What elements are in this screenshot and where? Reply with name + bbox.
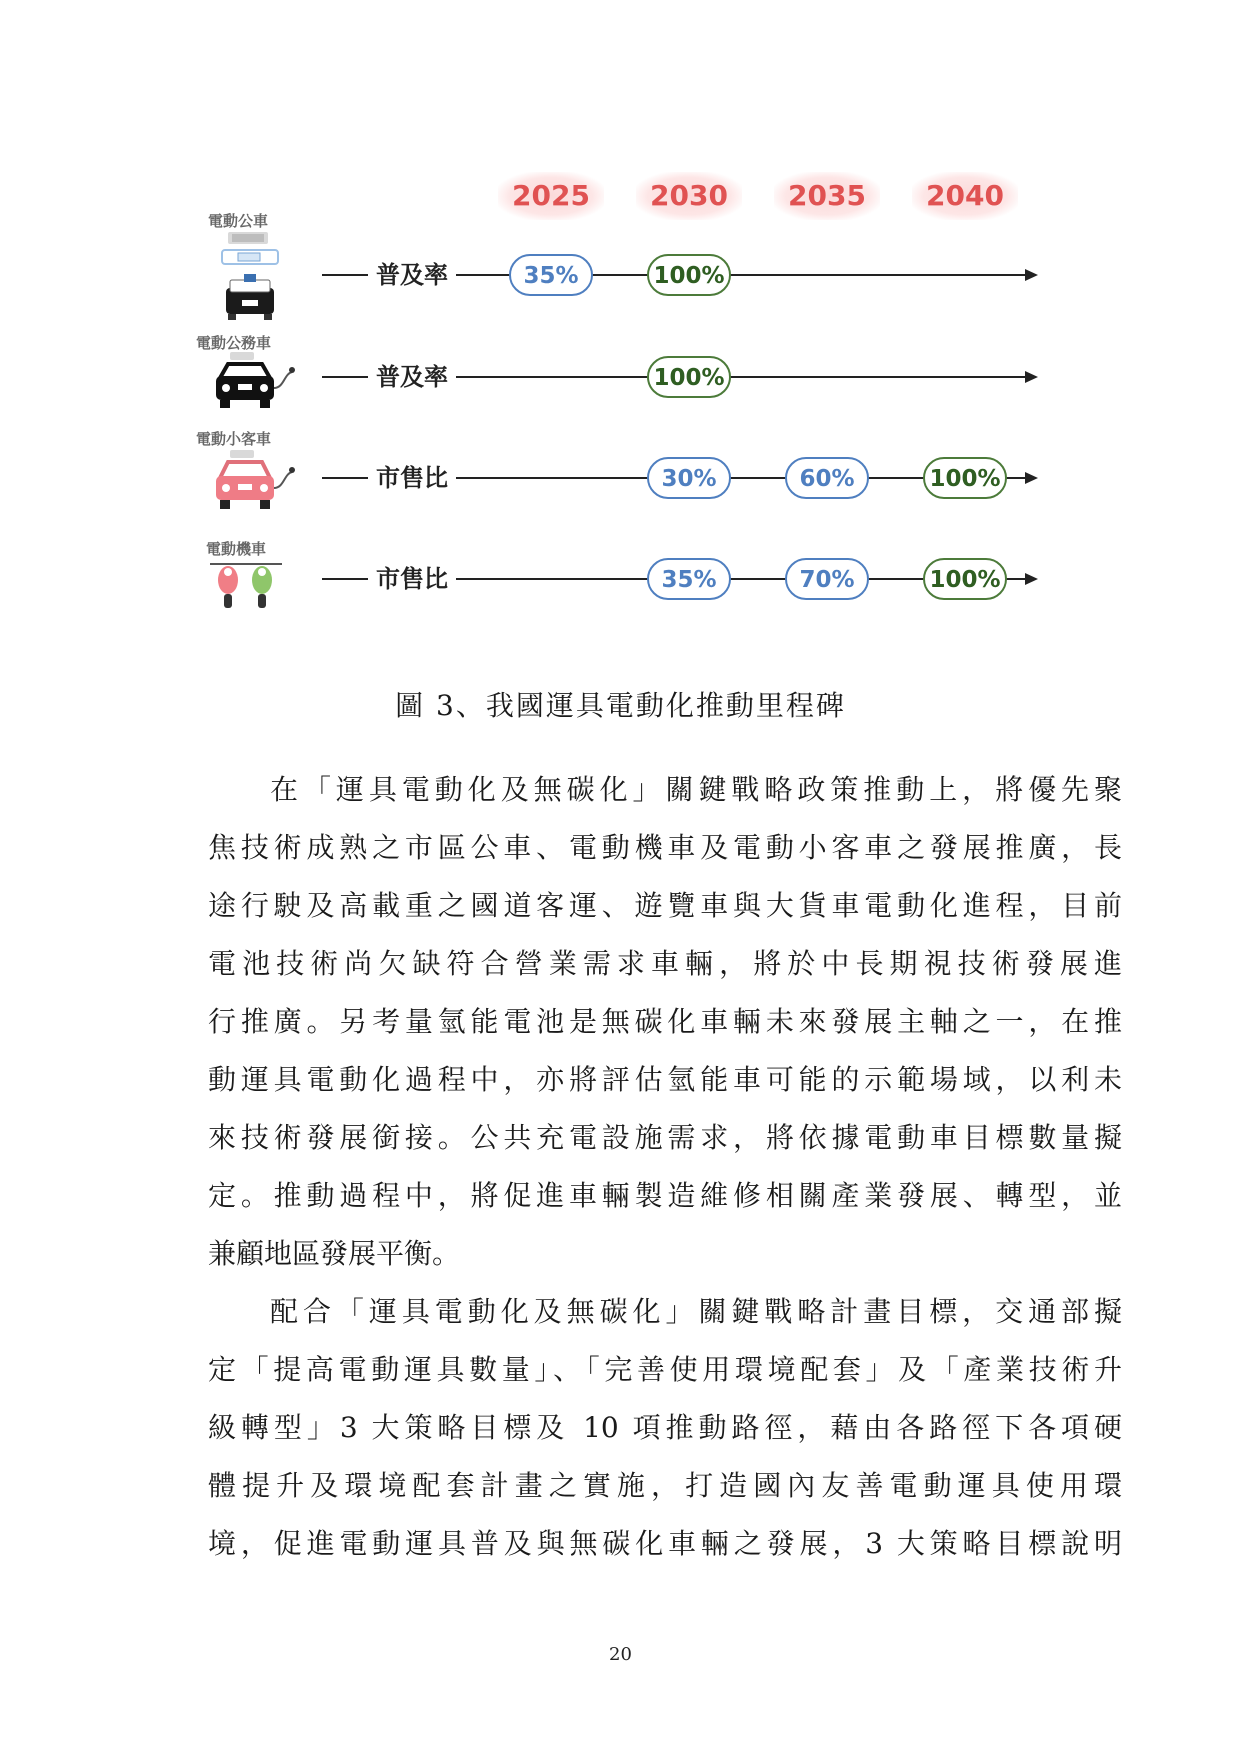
ev-milestone-roadmap: [0, 0, 1241, 640]
metric-label-scooter: 市售比: [368, 564, 456, 594]
year-header-2030: 2030: [636, 172, 742, 220]
paragraph-2-line: 境，促進電動運具普及與無碳化車輛之發展，3 大策略目標說明: [208, 1527, 1122, 1560]
electric-scooter-icon: [208, 556, 284, 612]
figure-caption: 圖 3、我國運具電動化推動里程碑: [395, 689, 846, 722]
milestone-official-car-2030: 100%: [647, 356, 731, 398]
electric-passenger-car-icon: [212, 450, 298, 516]
milestone-scooter-2030: 35%: [647, 558, 731, 600]
arrow-head-icon: [1025, 472, 1038, 484]
paragraph-2-line: 配合「運具電動化及無碳化」關鍵戰略計畫目標，交通部擬: [270, 1295, 1122, 1328]
year-header-2040: 2040: [912, 172, 1018, 220]
paragraph-1-line: 電池技術尚欠缺符合營業需求車輛，將於中長期視技術發展進: [208, 947, 1122, 980]
paragraph-1-line: 途行駛及高載重之國道客運、遊覽車與大貨車電動化進程，目前: [208, 889, 1122, 922]
paragraph-1-line: 焦技術成熟之市區公車、電動機車及電動小客車之發展推廣，長: [208, 831, 1122, 864]
metric-label-bus: 普及率: [368, 260, 456, 290]
milestone-bus-2030: 100%: [647, 254, 731, 296]
vehicle-label-passenger-car: 電動小客車: [196, 430, 272, 448]
paragraph-1-line: 在「運具電動化及無碳化」關鍵戰略政策推動上，將優先聚: [270, 773, 1122, 806]
paragraph-1-line: 行推廣。另考量氫能電池是無碳化車輛未來發展主軸之一，在推: [208, 1005, 1122, 1038]
paragraph-2-line: 級轉型」3 大策略目標及 10 項推動路徑，藉由各路徑下各項硬: [208, 1411, 1122, 1444]
milestone-scooter-2040: 100%: [923, 558, 1007, 600]
milestone-passenger-car-2040: 100%: [923, 457, 1007, 499]
milestone-scooter-2035: 70%: [785, 558, 869, 600]
paragraph-2-line: 定「提高電動運具數量」、「完善使用環境配套」及「產業技術升: [208, 1353, 1122, 1386]
arrow-head-icon: [1025, 371, 1038, 383]
electric-bus-icon: [218, 230, 284, 322]
electric-official-car-icon: [212, 352, 298, 416]
year-header-2035: 2035: [774, 172, 880, 220]
year-header-2025: 2025: [498, 172, 604, 220]
milestone-passenger-car-2035: 60%: [785, 457, 869, 499]
page-number: 20: [609, 1644, 632, 1665]
paragraph-1-line: 動運具電動化過程中，亦將評估氫能車可能的示範場域，以利未: [208, 1063, 1122, 1096]
vehicle-label-official-car: 電動公務車: [196, 334, 272, 352]
paragraph-2-line: 體提升及環境配套計畫之實施，打造國內友善電動運具使用環: [208, 1469, 1122, 1502]
arrow-head-icon: [1025, 573, 1038, 585]
paragraph-1-line: 兼顧地區發展平衡。: [208, 1237, 461, 1270]
milestone-passenger-car-2030: 30%: [647, 457, 731, 499]
arrow-head-icon: [1025, 269, 1038, 281]
paragraph-1-line: 來技術發展銜接。公共充電設施需求，將依據電動車目標數量擬: [208, 1121, 1122, 1154]
vehicle-label-scooter: 電動機車: [206, 540, 267, 558]
metric-label-passenger-car: 市售比: [368, 463, 456, 493]
paragraph-1-line: 定。推動過程中，將促進車輛製造維修相關產業發展、轉型，並: [208, 1179, 1122, 1212]
vehicle-label-bus: 電動公車: [208, 212, 269, 230]
milestone-bus-2025: 35%: [509, 254, 593, 296]
metric-label-official-car: 普及率: [368, 362, 456, 392]
